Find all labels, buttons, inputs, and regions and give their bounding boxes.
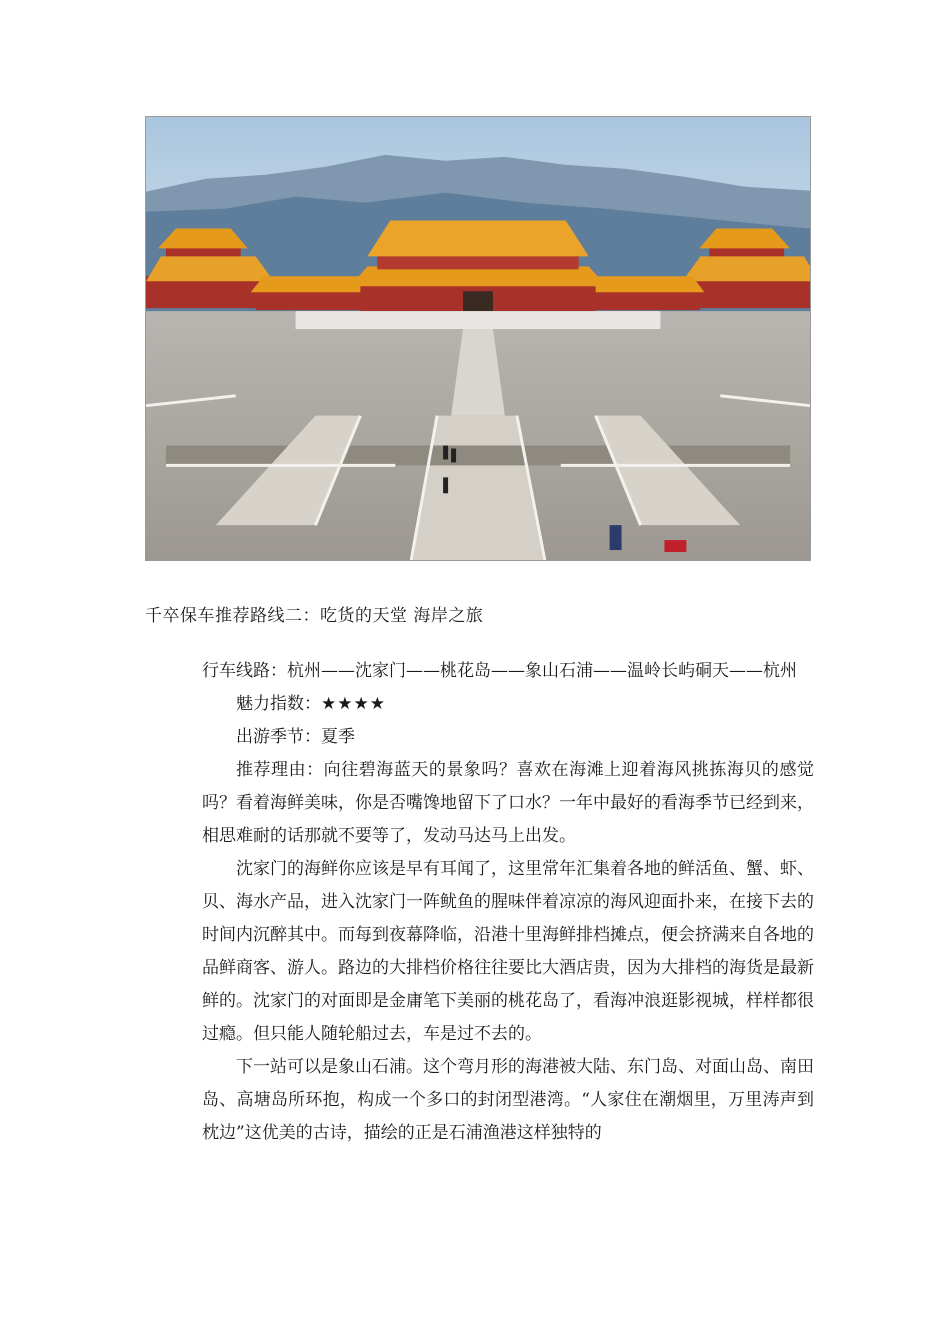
season-label: 出游季节： (236, 727, 321, 747)
canal (166, 446, 790, 466)
paragraph-reason: 推荐理由：向往碧海蓝天的景象吗？喜欢在海滩上迎着海风挑拣海贝的感觉吗？看着海鲜美味，你是否嘴馋地留下了口水？一年中最好的看海季节已经到来，相思难耐的话那就不要等了，发动马达马上出发。 (202, 760, 814, 846)
paragraph-shenjiamen: 沈家门的海鲜你应该是早有耳闻了，这里常年汇集着各地的鲜活鱼、蟹、虾、贝、海水产品，进入沈家门一阵鱿鱼的腥味伴着凉凉的海风迎面扑来，在接下去的时间内沉醉其中。而每到夜幕降临，沿港十里海鲜排档摊点，便会挤满来自各地的品鲜商客、游人。路边的大排档价格往往要比大酒店贵，因为大排档的海货是最新鲜的。沈家门的对面即是金庸笔下美丽的桃花岛了，看海冲浪逛影视城，样样都很过瘾。但只能人随轮船过去，车是过不去的。 (202, 859, 814, 1044)
palace-photo (145, 116, 811, 561)
section-heading: 千卒保车推荐路线二：吃货的天堂 海岸之旅 (145, 606, 484, 626)
charm-line (202, 688, 814, 721)
charm-label: 魅力指数： (236, 694, 321, 714)
terrace (296, 311, 661, 329)
main-hall (350, 221, 606, 312)
paragraph-shipu: 下一站可以是象山石浦。这个弯月形的海港被大陆、东门岛、对面山岛、南田岛、高塘岛所环抱，构成一个多口的封闭型港湾。“人家住在潮烟里，万里涛声到枕边”这优美的古诗，描绘的正是石浦渔港这样独特的 (202, 1057, 814, 1143)
star-rating: ★★★★ (321, 694, 386, 714)
route-label: 行车线路： (202, 661, 287, 681)
route-value: 杭州——沈家门——桃花岛——象山石浦——温岭长屿硐天——杭州 (287, 661, 797, 681)
route-line (202, 655, 814, 688)
palace-illustration (146, 117, 810, 560)
season-value: 夏季 (321, 727, 355, 747)
article-body (202, 655, 814, 1150)
season-line (202, 721, 814, 754)
